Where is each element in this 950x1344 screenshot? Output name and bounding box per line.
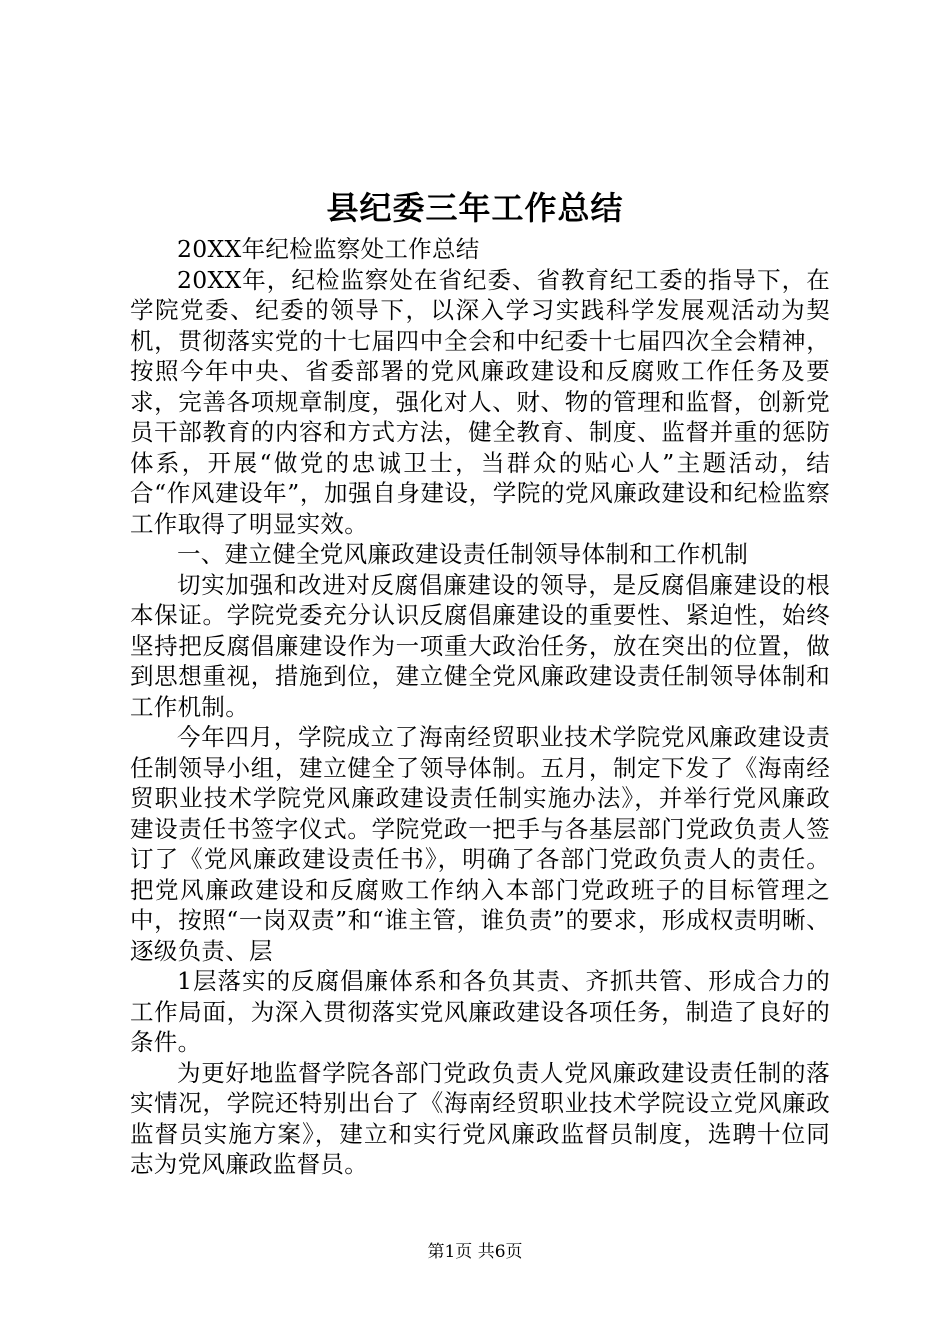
section-heading-1: 一、建立健全党风廉政建设责任制领导体制和工作机制 [177,540,749,568]
paragraph: 为更好地监督学院各部门党政负责人党风廉政建设责任制的落实情况，学院还特别出台了《海南经贸职业技术学院设立党风廉政监督员实施方案》，建立和实行党风廉政监督员制度，选聘十位同志为党风廉政监督员。 [130,1058,830,1178]
paragraph: 切实加强和改进对反腐倡廉建设的领导，是反腐倡廉建设的根本保证。学院党委充分认识反腐倡廉建设的重要性、紧迫性，始终坚持把反腐倡廉建设作为一项重大政治任务，放在突出的位置，做到思想重视，措施到位，建立健全党风廉政建设责任制领导体制和工作机制。 [130,570,830,721]
paragraph-intro: 20XX年，纪检监察处在省纪委、省教育纪工委的指导下，在学院党委、纪委的领导下，以深入学习实践科学发展观活动为契机，贯彻落实党的十七届四中全会和中纪委十七届四次全会精神，按照今年中央、省委部署的党风廉政建设和反腐败工作任务及要求，完善各项规章制度，强化对人、财、物的管理和监督，创新党员干部教育的内容和方式方法，健全教育、制度、监督并重的惩防体系，开展“做党的忠诚卫士，当群众的贴心人”主题活动，结合“作风建设年”，加强自身建设，学院的党风廉政建设和纪检监察工作取得了明显实效。 [130,265,830,538]
document-title: 县纪委三年工作总结 [326,189,624,227]
paragraph: 1层落实的反腐倡廉体系和各负其责、齐抓共管、形成合力的工作局面，为深入贯彻落实党风廉政建设各项任务，制造了良好的条件。 [130,967,830,1056]
page-number-footer: 第1页 共6页 [427,1242,523,1262]
document-body [130,234,830,1180]
paragraph: 今年四月，学院成立了海南经贸职业技术学院党风廉政建设责任制领导小组，建立健全了领导体制。五月，制定下发了《海南经贸职业技术学院党风廉政建设责任制实施办法》，并举行党风廉政建设责任书签字仪式。学院党政一把手与各基层部门党政负责人签订了《党风廉政建设责任书》，明确了各部门党政负责人的责任。把党风廉政建设和反腐败工作纳入本部门党政班子的目标管理之中，按照“一岗双责”和“谁主管，谁负责”的要求，形成权责明晰、逐级负责、层 [130,723,830,965]
paragraph-subtitle: 20XX年纪检监察处工作总结 [177,235,480,263]
